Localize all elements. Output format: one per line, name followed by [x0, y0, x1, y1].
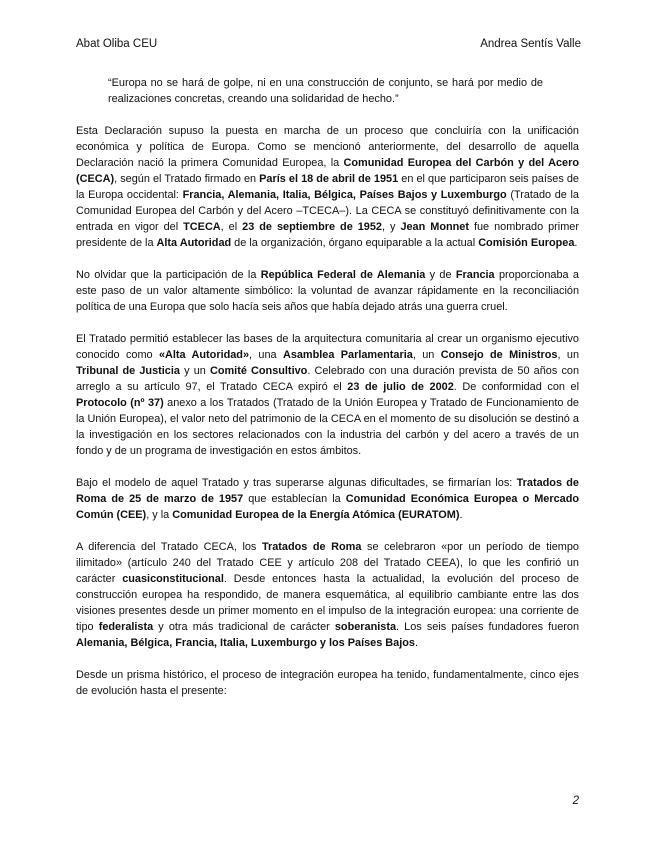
bold-text: Comunidad Europea de la Energía Atómica (EURATOM): [172, 509, 460, 521]
text-run: , el: [220, 221, 243, 233]
bold-text: soberanista: [334, 621, 397, 633]
paragraph: [76, 539, 579, 651]
bold-text: Asamblea Parlamentaria: [282, 349, 413, 361]
text-run: fue nombrado primer presidente de la: [76, 221, 579, 249]
bold-text: «Alta Autoridad»: [158, 349, 250, 361]
bold-text: federalista: [98, 621, 154, 633]
text-run: y un: [179, 365, 210, 377]
bold-text: República Federal de Alemania: [260, 269, 426, 281]
text-run: .: [459, 509, 463, 521]
bold-text: Comunidad Europea del Carbón y del Acero (CECA): [76, 157, 579, 185]
paragraphs: [76, 123, 579, 699]
text-run: , un: [412, 349, 441, 361]
bold-text: 23 de julio de 2002: [347, 381, 454, 393]
text-run: y otra más tradicional de carácter: [153, 621, 335, 633]
bold-text: Comisión Europea: [478, 237, 575, 249]
document-body: [76, 75, 579, 715]
text-run: . De conformidad con el: [453, 381, 579, 393]
bold-text: Francia, Alemania, Italia, Bélgica, Países Bajos y Luxemburgo: [182, 189, 507, 201]
bold-text: TCECA: [183, 221, 221, 233]
bold-text: Tribunal de Justicia: [76, 365, 180, 377]
header-left: Abat Oliba CEU: [76, 38, 158, 50]
paragraph: [76, 331, 579, 459]
text-run: de la organización, órgano equiparable a la actual: [231, 237, 479, 249]
header-right: Andrea Sentís Valle: [480, 38, 581, 50]
text-run: El Tratado permitió establecer las bases de la arquitectura comunitaria al crear un organismo ejecutivo conocido como: [76, 333, 579, 361]
text-run: (Tratado de la Comunidad Europea del Carbón y del Acero –TCECA–). La CECA se constituyó definitivamente con la entrada en vigor del: [76, 189, 579, 233]
text-run: y de: [425, 269, 456, 281]
text-run: . Celebrado con una duración prevista de 50 años con arreglo a su artículo 97, el Tratado CECA expiró el: [76, 365, 580, 393]
text-run: A diferencia del Tratado CECA, los: [76, 541, 262, 553]
text-run: . Los seis países fundadores fueron: [396, 621, 580, 633]
text-run: se celebraron «por un período de tiempo ilimitado» (artículo 240 del Tratado CEE y artículo 208 del Tratado CEEA), lo que les confirió un carácter: [76, 541, 579, 585]
paragraph: [76, 267, 579, 315]
text-run: .: [574, 237, 578, 249]
text-run: en el que participaron seis países de la Europa occidental:: [76, 173, 579, 201]
text-run: .: [414, 637, 418, 649]
text-run: que establecían la: [243, 493, 346, 505]
quote: “Europa no se hará de golpe, ni en una construcción de conjunto, se hará por medio de realizaciones concretas, creando una solidaridad de hecho.”: [108, 77, 543, 105]
bold-text: Alemania, Bélgica, Francia, Italia, Luxemburgo y los Países Bajos: [76, 637, 415, 649]
bold-text: Francia: [455, 269, 495, 281]
bold-text: Comunidad Económica Europea o Mercado Común (CEE): [76, 493, 580, 521]
text-run: , y la: [146, 509, 173, 521]
bold-text: Comité Consultivo: [209, 365, 308, 377]
bold-text: París el 18 de abril de 1951: [259, 173, 399, 185]
page-number: 2: [572, 795, 579, 807]
text-run: No olvidar que la participación de la: [76, 269, 261, 281]
paragraph: [76, 475, 579, 523]
paragraph: [76, 667, 579, 699]
text-run: Bajo el modelo de aquel Tratado y tras superarse algunas dificultades, se firmarían los:: [76, 477, 517, 489]
text-run: , un: [557, 349, 580, 361]
bold-text: Protocolo (nº 37): [76, 397, 164, 409]
bold-text: Tratados de Roma de 25 de marzo de 1957: [76, 477, 579, 505]
paragraph: [76, 123, 579, 251]
text-run: Esta Declaración supuso la puesta en marcha de un proceso que concluiría con la unificación económica y política de Europa. Como se mencionó anteriormente, del desarrollo de aquella Declaración nació la primera Comunidad Europea, la: [76, 125, 579, 169]
bold-text: 23 de septiembre de 1952: [242, 221, 382, 233]
bold-text: Alta Autoridad: [156, 237, 232, 249]
text-run: Desde un prisma histórico, el proceso de integración europea ha tenido, fundamentalmente, cinco ejes de evolución hasta el presente:: [76, 669, 579, 697]
text-run: , según el Tratado firmado en: [114, 173, 260, 185]
text-run: . Desde entonces hasta la actualidad, la evolución del proceso de construcción europea ha respondido, de manera esquemática, al equilibrio cambiante entre las dos visiones presentes desde un primer momento en el impulso de la integración europea: una corriente de tipo: [76, 573, 579, 633]
bold-text: cuasiconstitucional: [122, 573, 224, 585]
text-run: , y: [381, 221, 401, 233]
text-run: , una: [249, 349, 283, 361]
text-run: proporcionaba a este paso de un valor altamente simbólico: la voluntad de avanzar rápidamente en la reconciliación política de una Europa que solo hacía seis años que había dejado atrás una guerra cruel.: [76, 269, 579, 313]
text-run: anexo a los Tratados (Tratado de la Unión Europea y Tratado de Funcionamiento de la Unión Europea), el valor neto del patrimonio de la CECA en el momento de su disolución se destinó a la investigación en los sectores relacionados con la industria del carbón y del acero a través de un fondo y de un programa de investigación en estos ámbitos.: [76, 397, 579, 457]
bold-text: Consejo de Ministros: [440, 349, 558, 361]
bold-text: Tratados de Roma: [261, 541, 362, 553]
bold-text: Jean Monnet: [400, 221, 469, 233]
